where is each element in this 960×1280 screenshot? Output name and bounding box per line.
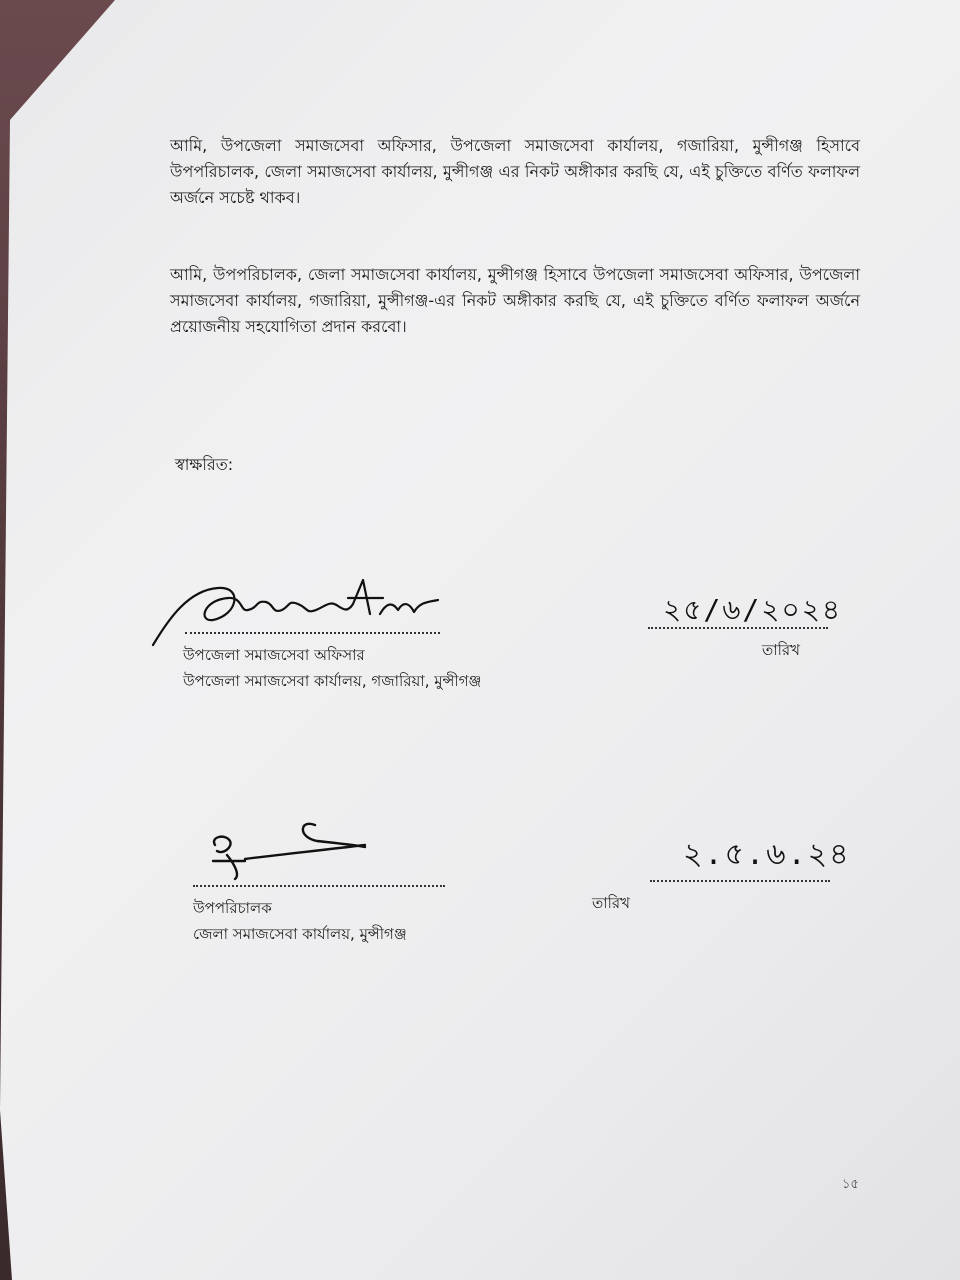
signature-1-line <box>185 632 440 634</box>
signatory-2-title: উপপরিচালক <box>193 899 272 917</box>
paragraph-2: আমি, উপপরিচালক, জেলা সমাজসেবা কার্যালয়, মুন্সীগঞ্জ হিসাবে উপজেলা সমাজসেবা অফিসার, উপজেলা সমাজসেবা কার্যালয়, গজারিয়া, মুন্সীগঞ্জ-এর নিকট অঙ্গীকার করছি যে, এই চুক্তিতে বর্ণিত ফলাফল অর্জনে প্রয়োজনীয় সহযোগিতা প্রদান করবো। <box>170 265 860 336</box>
signatory-1-office: উপজেলা সমাজসেবা কার্যালয়, গজারিয়া, মুন্সীগঞ্জ <box>183 672 482 690</box>
date-2-line <box>650 880 830 882</box>
signatory-1-title: উপজেলা সমাজসেবা অফিসার <box>183 646 365 664</box>
signatory-2-date-value: ২.৫.৬.২৪ <box>683 837 851 872</box>
signature-2-line <box>193 885 445 887</box>
signatory-2-office: জেলা সমাজসেবা কার্যালয়, মুন্সীগঞ্জ <box>193 925 407 943</box>
signatory-1-date-value: ২৫/৬/২০২৪ <box>663 593 843 626</box>
date-1-line <box>648 627 828 629</box>
signature-1-handwriting <box>148 570 448 650</box>
signature-2-handwriting <box>205 815 405 885</box>
page-number: ১৫ <box>842 1177 859 1192</box>
paragraph-1: আমি, উপজেলা সমাজসেবা অফিসার, উপজেলা সমাজসেবা কার্যালয়, গজারিয়া, মুন্সীগঞ্জ হিসাবে উপপরিচালক, জেলা সমাজসেবা কার্যালয়, মুন্সীগঞ্জ এর নিকট অঙ্গীকার করছি যে, এই চুক্তিতে বর্ণিত ফলাফল অর্জনে সচেষ্ট থাকব। <box>170 136 860 207</box>
signed-label: স্বাক্ষরিত: <box>175 455 234 474</box>
signatory-2-date-label: তারিখ <box>592 894 630 912</box>
signatory-1-date-label: তারিখ <box>762 641 800 659</box>
